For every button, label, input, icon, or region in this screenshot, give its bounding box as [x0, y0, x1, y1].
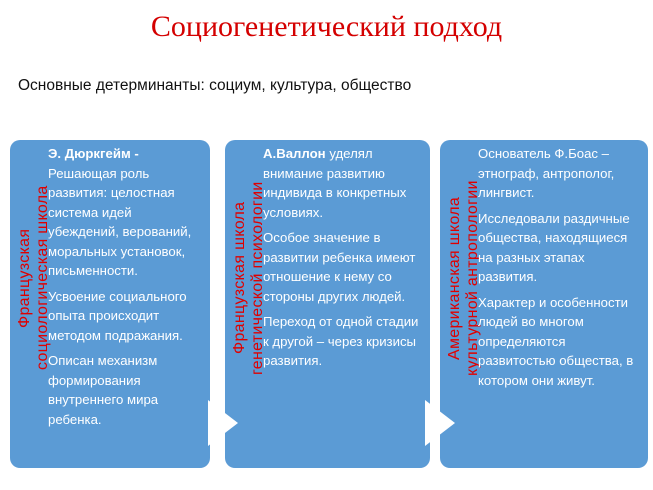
card-text: Усвоение социального опыта происходит методом подражания. — [48, 288, 187, 343]
label-line: социологическая школа — [34, 185, 51, 371]
card-durkheim — [10, 140, 210, 468]
card-content — [48, 144, 206, 435]
slide-title: Социогенетический подход — [150, 10, 503, 43]
card-content — [478, 144, 644, 396]
label-line: Французская — [16, 228, 33, 328]
slide-subtitle: Основные детерминанты: социум, культура, общество — [18, 77, 412, 94]
label-line: Французская школа — [231, 201, 248, 355]
card-text: Описан механизм формирования внутреннего мира ребенка. — [48, 353, 159, 427]
card-wallon — [225, 140, 430, 468]
card-text: Особое значение в развитии ребенка имеют отношение к нему со стороны других людей. — [263, 230, 416, 304]
card-content — [263, 144, 426, 377]
arrow-right-icon — [208, 400, 238, 446]
card-text: Переход от одной стадии к другой – через кризисы развития. — [263, 314, 419, 368]
label-line: Американская школа — [446, 196, 463, 360]
card-text: Исследовали раздичные общества, находящиеся на разных этапах развития. — [478, 210, 630, 284]
label-line: культурной антропологии — [464, 180, 481, 376]
card-text: Характер и особенности людей во многом определяются развитостью общества, в котором они живут. — [478, 294, 634, 388]
card-text: уделял внимание развитию индивида в конкретных условиях. — [263, 146, 407, 220]
card-text: Решающая роль развития: целостная система идей убеждений, верований, моральных установок, письменности. — [48, 165, 192, 278]
arrow-right-icon — [425, 400, 455, 446]
card-text: Основатель Ф.Боас – этнограф, антрополог, лингвист. — [478, 146, 615, 200]
author-name: Э. Дюркгейм - — [48, 146, 139, 161]
card-boas — [440, 140, 648, 468]
label-line: генетической психологии — [249, 181, 266, 375]
author-name: А.Валлон — [263, 146, 326, 161]
